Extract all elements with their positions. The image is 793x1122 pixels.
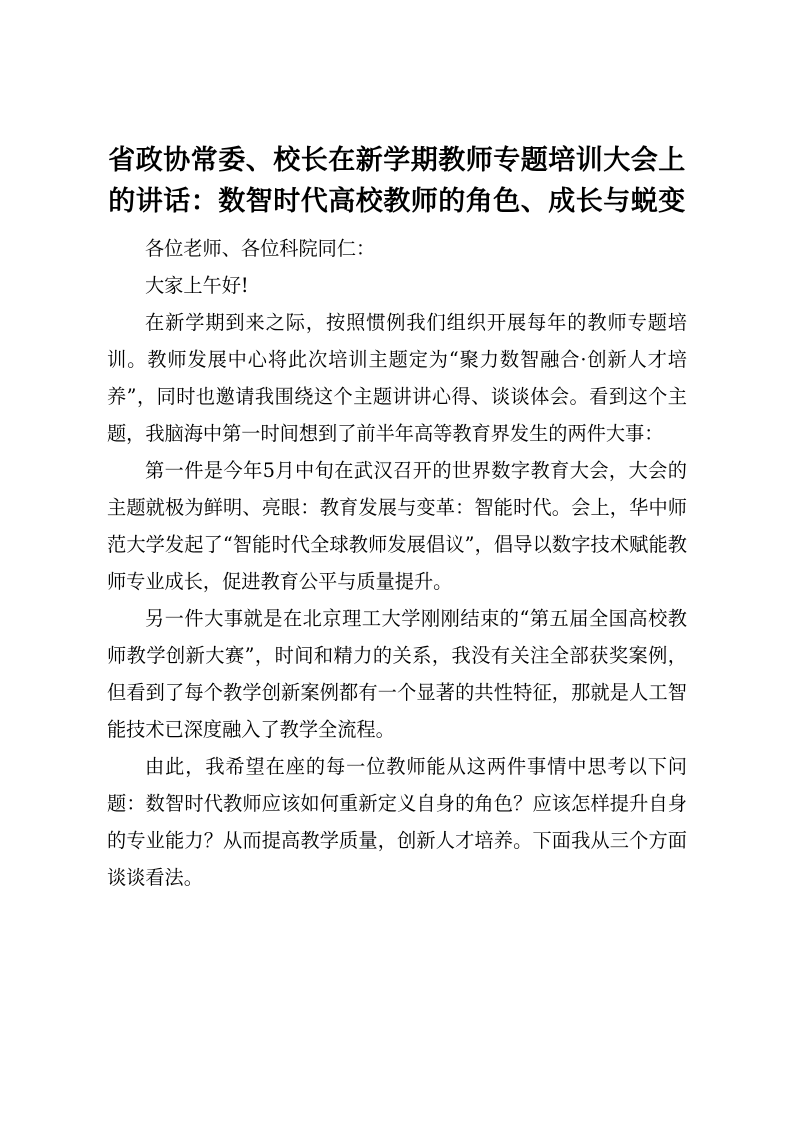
greeting: 大家上午好! — [145, 274, 249, 297]
body-paragraph: 由此，我希望在座的每一位教师能从这两件事情中思考以下问题：数智时代教师应该如何重新定义自身的角色？应该怎样提升自身的专业能力？从而提高教学质量，创新人才培养。下面我从三个方面谈谈看法。 — [107, 755, 687, 889]
salutation: 各位老师、各位科院同仁： — [145, 237, 376, 260]
body-paragraph: 另一件大事就是在北京理工大学刚刚结束的“第五届全国高校教师教学创新大赛”，时间和精力的关系，我没有关注全部获奖案例，但看到了每个教学创新案例都有一个显著的共性特征，那就是人工智能技术已深度融入了教学全流程。 — [107, 607, 687, 741]
body-paragraph: 第一件是今年5月中旬在武汉召开的世界数字教育大会，大会的主题就极为鲜明、亮眼：教育发展与变革：智能时代。会上，华中师范大学发起了“智能时代全球教师发展倡议”，倡导以数字技术赋能教师专业成长，促进教育公平与质量提升。 — [107, 459, 687, 593]
document-body — [107, 140, 687, 896]
document-title: 省政协常委、校长在新学期教师专题培训大会上的讲话：数智时代高校教师的角色、成长与蜕变 — [108, 145, 686, 217]
body-paragraph: 在新学期到来之际，按照惯例我们组织开展每年的教师专题培训。教师发展中心将此次培训主题定为“聚力数智融合·创新人才培养”，同时也邀请我围绕这个主题讲讲心得、谈谈体会。看到这个主题，我脑海中第一时间想到了前半年高等教育界发生的两件大事： — [107, 311, 687, 445]
